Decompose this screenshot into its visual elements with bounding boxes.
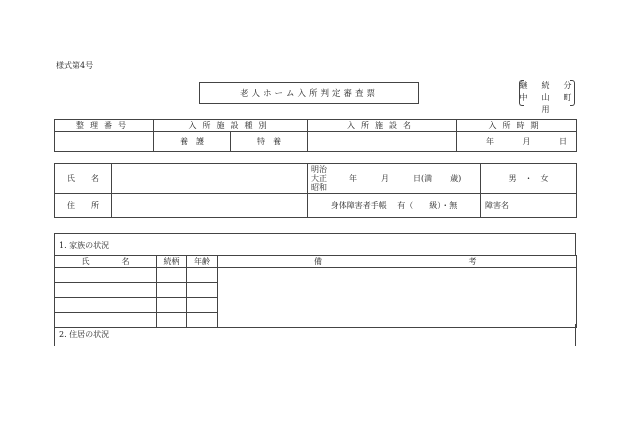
disability-options: 有（ 級）・無 bbox=[397, 201, 458, 210]
family-header-name: 氏 名 bbox=[55, 256, 157, 268]
header-shisetsu-shubetsu: 入所施設種別 bbox=[154, 120, 308, 132]
dob-fields bbox=[349, 173, 461, 184]
family-header-relation: 続柄 bbox=[157, 256, 187, 268]
disability-name-field[interactable]: 障害名 bbox=[481, 194, 577, 218]
address-field[interactable] bbox=[112, 194, 308, 218]
name-field[interactable] bbox=[112, 164, 308, 194]
dob-field[interactable] bbox=[308, 164, 481, 194]
notes-char-2: 考 bbox=[468, 257, 477, 266]
name-label: 氏 名 bbox=[55, 164, 112, 194]
admission-table bbox=[54, 119, 577, 152]
housing-section-title: 2. 住居の状況 bbox=[59, 330, 110, 339]
family-age-3[interactable] bbox=[187, 298, 218, 313]
form-number: 様式第4号 bbox=[56, 61, 94, 70]
family-relation-1[interactable] bbox=[157, 268, 187, 283]
disability-label: 身体障害者手帳 bbox=[330, 201, 387, 210]
address-label: 住 所 bbox=[55, 194, 112, 218]
form-title: 老人ホーム入所判定審査票 bbox=[199, 82, 419, 104]
seiri-bango-field[interactable] bbox=[55, 132, 154, 152]
era-list bbox=[311, 165, 327, 192]
family-header-age: 年齢 bbox=[187, 256, 218, 268]
family-table bbox=[54, 255, 577, 328]
option-yogo[interactable]: 養 護 bbox=[154, 132, 231, 152]
date-day: 日 bbox=[559, 137, 568, 146]
family-age-1[interactable] bbox=[187, 268, 218, 283]
header-seiri-bango: 整理番号 bbox=[55, 120, 154, 132]
personal-table bbox=[54, 163, 577, 218]
dob-month: 月 bbox=[381, 174, 389, 183]
dob-year: 年 bbox=[349, 174, 357, 183]
family-section bbox=[54, 233, 576, 255]
nyusho-jiki-field[interactable] bbox=[457, 132, 577, 152]
family-name-3[interactable] bbox=[55, 298, 157, 313]
era-showa[interactable]: 昭和 bbox=[311, 183, 327, 192]
dob-day: 日(満 bbox=[413, 174, 433, 183]
family-section-title: 1. 家族の状況 bbox=[59, 241, 110, 250]
continuation-line1: 継 続 分 bbox=[519, 81, 575, 90]
era-meiji[interactable]: 明治 bbox=[311, 165, 327, 174]
housing-section bbox=[54, 324, 576, 346]
family-notes[interactable] bbox=[218, 268, 577, 328]
header-shisetsu-mei: 入所施設名 bbox=[308, 120, 457, 132]
sex-field[interactable]: 男 ・ 女 bbox=[481, 164, 577, 194]
disability-field[interactable] bbox=[308, 194, 481, 218]
date-year: 年 bbox=[485, 137, 494, 146]
date-month: 月 bbox=[522, 137, 531, 146]
family-relation-3[interactable] bbox=[157, 298, 187, 313]
family-age-2[interactable] bbox=[187, 283, 218, 298]
family-header-notes bbox=[218, 256, 577, 268]
bracket-right bbox=[570, 80, 575, 106]
family-name-2[interactable] bbox=[55, 283, 157, 298]
header-nyusho-jiki: 入所時期 bbox=[457, 120, 577, 132]
notes-char-1: 備 bbox=[314, 257, 322, 266]
continuation-box bbox=[519, 80, 586, 114]
family-name-1[interactable] bbox=[55, 268, 157, 283]
option-tokuyo[interactable]: 特 養 bbox=[231, 132, 308, 152]
shisetsu-mei-field[interactable] bbox=[308, 132, 457, 152]
bracket-left bbox=[519, 80, 524, 106]
era-taisho[interactable]: 大正 bbox=[311, 174, 327, 183]
continuation-line2: 中 山 町 用 bbox=[519, 93, 586, 114]
family-relation-2[interactable] bbox=[157, 283, 187, 298]
dob-age: 歳) bbox=[450, 174, 462, 183]
